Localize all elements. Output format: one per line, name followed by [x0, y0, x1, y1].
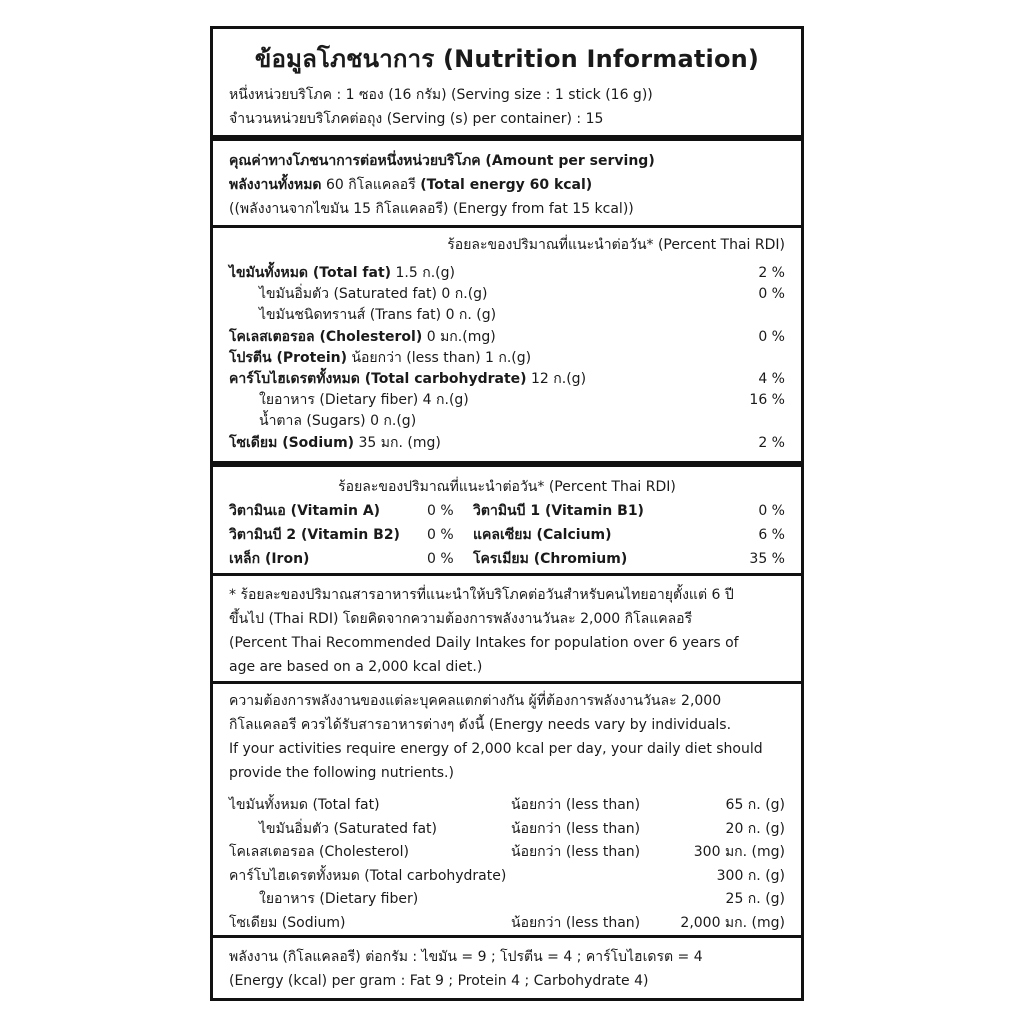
servings-per-container: จำนวนหน่วยบริโภคต่อถุง (Serving (s) per container) : 15	[229, 111, 604, 127]
daily-value: 2,000 มก. (mg)	[680, 915, 785, 931]
divider	[213, 135, 801, 141]
vitamin-name: แคลเซียม (Calcium)	[473, 527, 612, 543]
total-energy-label: พลังงานทั้งหมด	[229, 177, 322, 193]
divider	[213, 461, 801, 467]
nutrient-row	[229, 348, 785, 368]
daily-nutrient-name: คาร์โบไฮเดรตทั้งหมด (Total carbohydrate)	[229, 868, 507, 884]
vitamin-percent: 6 %	[758, 527, 785, 543]
vitamin-percent: 0 %	[427, 551, 454, 567]
nutrient-name: ไขมันทั้งหมด (Total fat)	[229, 265, 392, 281]
total-energy	[229, 175, 785, 195]
label-title: ข้อมูลโภชนาการ (Nutrition Information)	[254, 45, 760, 73]
divider	[213, 935, 801, 938]
daily-nutrient-name: ไขมันทั้งหมด (Total fat)	[229, 797, 380, 813]
daily-needs-row	[229, 913, 785, 933]
vitamin-percent: 35 %	[749, 551, 785, 567]
vitamin-percent: 0 %	[427, 503, 454, 519]
nutrient-amount: 35 มก. (mg)	[354, 435, 441, 451]
nutrient-row	[229, 263, 785, 283]
vitamin-name: โครเมียม (Chromium)	[473, 551, 628, 567]
rdi-header: ร้อยละของปริมาณที่แนะนำต่อวัน* (Percent Thai RDI)	[447, 237, 785, 253]
nutrient-percent: 0 %	[758, 286, 785, 302]
nutrient-name: โซเดียม (Sodium)	[229, 435, 355, 451]
nutrient-amount: 0 มก.(mg)	[422, 329, 496, 345]
nutrient-name: ไขมันชนิดทรานส์ (Trans fat) 0 ก. (g)	[259, 307, 497, 323]
nutrient-amount: 1.5 ก.(g)	[391, 265, 455, 281]
daily-value: 20 ก. (g)	[725, 821, 785, 837]
serving-size: หนึ่งหน่วยบริโภค : 1 ซอง (16 กรัม) (Serving size : 1 stick (16 g))	[229, 87, 653, 103]
daily-value: 65 ก. (g)	[725, 797, 785, 813]
nutrient-name: ใยอาหาร (Dietary fiber) 4 ก.(g)	[259, 392, 469, 408]
daily-value: 300 ก. (g)	[716, 868, 785, 884]
nutrient-amount: น้อยกว่า (less than) 1 ก.(g)	[347, 350, 532, 366]
daily-value: 300 มก. (mg)	[693, 844, 785, 860]
nutrient-percent: 2 %	[758, 435, 785, 451]
vitamin-name: เหล็ก (Iron)	[229, 551, 310, 567]
daily-needs-row	[229, 866, 785, 886]
daily-needs-line: provide the following nutrients.)	[229, 765, 454, 781]
vitamin-name: วิตามินเอ (Vitamin A)	[229, 503, 381, 519]
nutrient-amount: 12 ก.(g)	[526, 371, 587, 387]
nutrient-row	[229, 369, 785, 389]
nutrient-row	[229, 411, 785, 431]
footnote-line: ขึ้นไป (Thai RDI) โดยคิดจากความต้องการพลังงานวันละ 2,000 กิโลแคลอรี	[229, 611, 693, 627]
energy-per-gram-en: (Energy (kcal) per gram : Fat 9 ; Protein 4 ; Carbohydrate 4)	[229, 973, 649, 989]
nutrient-percent: 4 %	[758, 371, 785, 387]
daily-nutrient-name: โคเลสเตอรอล (Cholesterol)	[229, 844, 409, 860]
amount-per-serving: คุณค่าทางโภชนาการต่อหนึ่งหน่วยบริโภค (Amount per serving)	[229, 153, 655, 169]
nutrient-row	[229, 390, 785, 410]
daily-needs-row	[229, 819, 785, 839]
vitamin-name: วิตามินบี 2 (Vitamin B2)	[229, 527, 400, 543]
daily-needs-line: กิโลแคลอรี ควรได้รับสารอาหารต่างๆ ดังนี้ (Energy needs vary by individuals.	[229, 717, 732, 733]
daily-needs-line: ความต้องการพลังงานของแต่ละบุคคลแตกต่างกัน ผู้ที่ต้องการพลังงานวันละ 2,000	[229, 693, 722, 709]
footnote-line: (Percent Thai Recommended Daily Intakes for population over 6 years of	[229, 635, 739, 651]
daily-nutrient-name: ไขมันอิ่มตัว (Saturated fat)	[259, 821, 437, 837]
daily-needs-row	[229, 842, 785, 862]
nutrient-percent: 16 %	[749, 392, 785, 408]
footnote-line: age are based on a 2,000 kcal diet.)	[229, 659, 483, 675]
daily-needs-row	[229, 795, 785, 815]
nutrient-name: ไขมันอิ่มตัว (Saturated fat) 0 ก.(g)	[259, 286, 488, 302]
divider	[213, 573, 801, 576]
total-energy-en: (Total energy 60 kcal)	[420, 177, 593, 193]
daily-needs-line: If your activities require energy of 2,000 kcal per day, your daily diet should	[229, 741, 763, 757]
nutrient-name: โคเลสเตอรอล (Cholesterol)	[229, 329, 423, 345]
energy-from-fat: ((พลังงานจากไขมัน 15 กิโลแคลอรี) (Energy from fat 15 kcal))	[229, 201, 634, 217]
divider	[213, 681, 801, 684]
nutrition-label	[210, 26, 804, 1001]
nutrient-percent: 2 %	[758, 265, 785, 281]
divider	[213, 225, 801, 228]
vitamin-percent: 0 %	[758, 503, 785, 519]
vitamin-rdi-header: ร้อยละของปริมาณที่แนะนำต่อวัน* (Percent Thai RDI)	[338, 479, 676, 495]
daily-nutrient-name: โซเดียม (Sodium)	[229, 915, 346, 931]
daily-needs-row	[229, 889, 785, 909]
nutrient-row	[229, 284, 785, 304]
nutrient-percent: 0 %	[758, 329, 785, 345]
nutrient-row	[229, 327, 785, 347]
nutrient-name: น้ำตาล (Sugars) 0 ก.(g)	[259, 413, 417, 429]
nutrient-row	[229, 305, 785, 325]
vitamin-percent: 0 %	[427, 527, 454, 543]
energy-per-gram-thai: พลังงาน (กิโลแคลอรี) ต่อกรัม : ไขมัน = 9 ; โปรตีน = 4 ; คาร์โบไฮเดรต = 4	[229, 949, 703, 965]
footnote-line: * ร้อยละของปริมาณสารอาหารที่แนะนำให้บริโภคต่อวันสำหรับคนไทยอายุตั้งแต่ 6 ปี	[229, 587, 734, 603]
nutrient-name: คาร์โบไฮเดรตทั้งหมด (Total carbohydrate)	[229, 371, 527, 387]
vitamin-name: วิตามินบี 1 (Vitamin B1)	[473, 503, 644, 519]
daily-limit: น้อยกว่า (less than)	[511, 797, 641, 813]
daily-limit: น้อยกว่า (less than)	[511, 821, 641, 837]
daily-value: 25 ก. (g)	[725, 891, 785, 907]
nutrient-name: โปรตีน (Protein)	[229, 350, 347, 366]
daily-limit: น้อยกว่า (less than)	[511, 844, 641, 860]
daily-nutrient-name: ใยอาหาร (Dietary fiber)	[259, 891, 419, 907]
daily-limit: น้อยกว่า (less than)	[511, 915, 641, 931]
nutrient-row	[229, 433, 785, 453]
total-energy-value: 60 กิโลแคลอรี	[325, 177, 416, 193]
